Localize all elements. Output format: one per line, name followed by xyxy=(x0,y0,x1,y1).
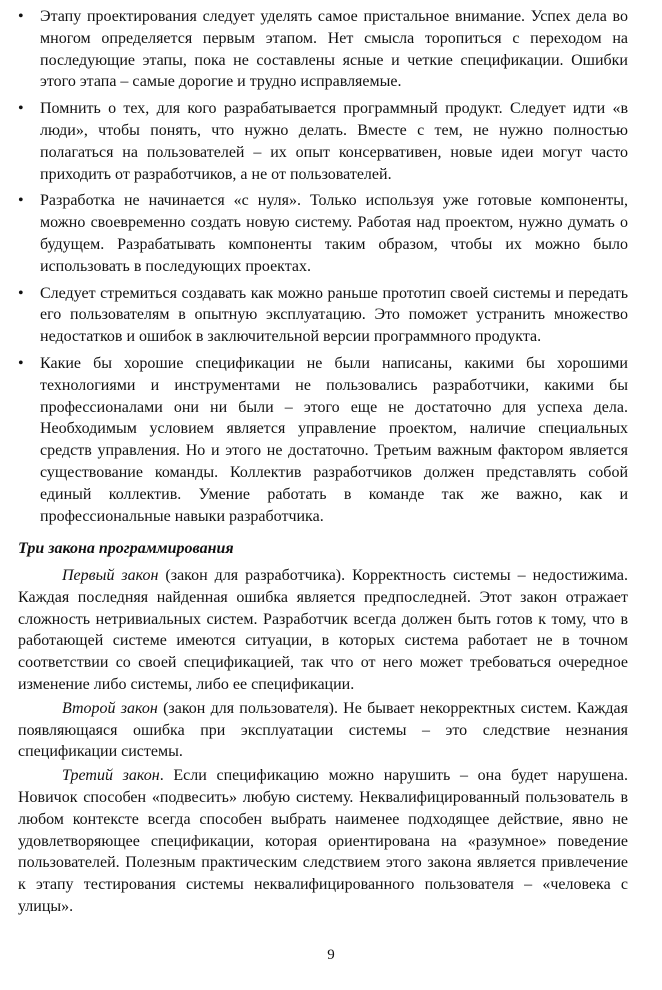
bullet-icon: • xyxy=(18,8,24,25)
second-law-text: (закон для пользователя). Не бывает некорректных систем. Каждая появляющаяся ошибка при эксплуатации системы – это следствие незнания спецификации системы. xyxy=(18,699,629,761)
third-law-text: . Если спецификацию можно нарушить – она будет нарушена. Новичок способен «подвесить» любую систему. Неквалифицированный пользователь в любом контексте всегда способен выбрать наименее подходящее действие, явно не удовлетворяющее спецификации, которая ориентирована на «разумное» поведение пользователей. Полезным практическим следствием этого закона является привлечение к этапу тестирования системы неквалифицированного пользователя – «человека с улицы». xyxy=(18,767,629,915)
list-item-text: Этапу проектирования следует уделять самое пристальное внимание. Успех дела во многом определяется первым этапом. Нет смысла торопиться с переходом на последующие этапы, пока не составлены ясные и четкие спецификации. Ошибки этого этапа – самые дорогие и трудно исправляемые. xyxy=(40,8,628,91)
third-law-paragraph xyxy=(18,765,628,918)
first-law-name: Первый закон xyxy=(62,567,159,584)
bullet-icon: • xyxy=(18,354,24,372)
bullet-icon: • xyxy=(18,100,24,118)
bullet-icon: • xyxy=(18,192,24,210)
second-law-paragraph xyxy=(18,698,628,763)
principles-list xyxy=(18,6,628,532)
list-item-text: Помнить о тех, для кого разрабатывается программный продукт. Следует идти «в люди», чтобы понять, что нужно делать. Вместе с тем, не нужно полностью полагаться на пользователей – их опыт консервативен, новые идеи могут часто приходить от разработчиков, а не от пользователей. xyxy=(40,100,628,183)
page-number: 9 xyxy=(327,947,335,963)
list-item xyxy=(18,98,628,185)
list-item-text: Разработка не начинается «с нуля». Только используя уже готовые компоненты, можно своевременно создать новую систему. Работая над проектом, нужно думать о будущем. Разрабатывать компоненты таким образом, чтобы их можно было использовать в последующих проектах. xyxy=(40,192,628,275)
list-item-text: Какие бы хорошие спецификации не были написаны, какими бы хорошими технологиями и инструментами не пользовались разработчики, какими бы профессионалами они ни были – этого еще не достаточно для успеха дела. Необходимым условием является управление проектом, наличие специальных средств управления. Но и этого не достаточно. Третьим важным фактором является существование команды. Коллектив разработчиков должен представлять собой единый коллектив. Умение работать в команде так же важно, как и профессиональные навыки разработчика. xyxy=(40,354,628,525)
list-item xyxy=(18,190,628,277)
first-law-paragraph xyxy=(18,565,628,696)
first-law-text: (закон для разработчика). Корректность системы – недостижима. Каждая последняя найденная ошибка является предпоследней. Этот закон отражает сложность нетривиальных систем. Разработчик всегда должен быть готов к тому, что в работающей системе имеются ситуации, в которых система работает не в точном соответствии со своей спецификацией, так что от него может требоваться очередное изменение либо системы, либо ее спецификации. xyxy=(18,567,628,693)
second-law-name: Второй закон xyxy=(62,699,158,717)
list-item-text: Следует стремиться создавать как можно раньше прототип своей системы и передать его пользователям в опытную эксплуатацию. Это поможет устранить множество недостатков и ошибок в заключительной версии программного продукта. xyxy=(40,284,628,346)
list-item xyxy=(18,283,628,348)
laws-section xyxy=(18,565,628,920)
third-law-name: Третий закон xyxy=(62,767,160,785)
list-item xyxy=(18,6,628,93)
list-item xyxy=(18,353,628,527)
section-heading: Три закона программирования xyxy=(18,540,234,557)
bullet-icon: • xyxy=(18,284,24,302)
